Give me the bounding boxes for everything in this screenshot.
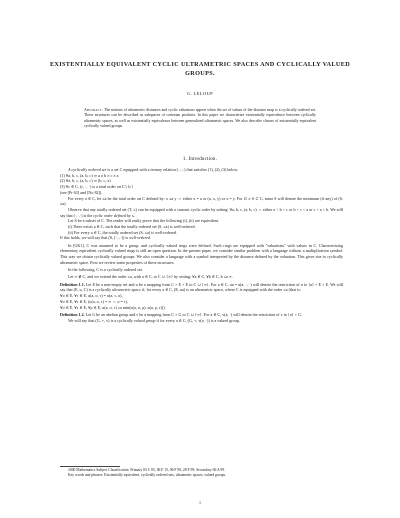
abstract-label: Abstract. bbox=[84, 108, 104, 112]
condition-ii: (ii) For every a ∈ C, the totally ordered set (S, ≤a) is well-ordered. bbox=[68, 229, 177, 235]
defined-term: cyclically valued group bbox=[117, 317, 156, 323]
author-name: G. LELOUP bbox=[187, 91, 213, 96]
intro-paragraph: Let S be a subset of C. The reader will easily prove that the following (i), (ii) are equivalent. bbox=[68, 218, 220, 224]
references: (see [Pr 63] and [No 82]). bbox=[60, 189, 103, 195]
definition-label: Definition 1.2. bbox=[60, 311, 85, 317]
paragraph-text: is a set C equipped with a ternary relation (·,·,·) that satisfies (1), (2), (3) below. bbox=[107, 167, 239, 172]
defined-term: A cyclically ordered set bbox=[68, 167, 107, 172]
defined-term: well-ordered bbox=[129, 235, 150, 241]
definition-label: Definition 1.1. bbox=[60, 281, 85, 287]
paragraph-text: ≤. bbox=[131, 212, 136, 218]
intro-paragraph: If this holds, we will say that (S, (·,·,·)) is well-ordered. bbox=[60, 235, 152, 241]
footnote-rule bbox=[60, 466, 120, 467]
paper-title: EXISTENTIALLY EQUIVALENT CYCLIC ULTRAMETRIC SPACES AND CYCLICALLY VALUED GROUPS. bbox=[49, 61, 351, 77]
abstract-text: The notions of ultrametric distances and cyclic valuations appear when the set of values of the distance map is a cyclically ordered set. These structures can be described as subspaces of cartesian products. In this paper we characterize existentially equivalence between cyclically ultrametric spaces, as well as existentially equivalence between generalized ultrametric spaces. We also describe classes of existentially equivalent cyclically valued groups. bbox=[84, 108, 316, 129]
condition-i: (i) There exists a ∈ C, such that the totally ordered set (S, ≤a) is well-ordered. bbox=[68, 224, 196, 230]
definition-text: if for every a ∈ C, (G, +, v(a, ·)) is a valued group, bbox=[156, 317, 240, 323]
section-heading: 1. Introduction. bbox=[182, 157, 218, 162]
axiom-1: (1) ∀a, b, c, (a, b, c) ⇒ a ≠ b ≠ c ≠ a bbox=[60, 172, 119, 178]
footnote bbox=[60, 468, 343, 478]
definition-text: Let E be a non-empty set and u be a mapping from C × E × E to C ∪ {∞}. For a ∈ C, ua = u(a, ·, ·) will denote the restriction of u to {a} × E × E. We will say that (E, u, C) is a bbox=[60, 281, 343, 293]
intro-paragraph bbox=[60, 207, 343, 218]
intro-body bbox=[60, 167, 343, 323]
definition-text: if, for every a ∈ C, (E, ua) is an ultrametric space, where C is equipped with the order ≤a (that is: bbox=[141, 287, 301, 293]
intro-paragraph: In [GK1], C was assumed to be a group, and cyclically valued rings were defined. Such rings are equipped with "valuations" with values in C. Characterizing elementary equivalent cyclically valued rings is still an open question. In the present paper, we consider similar problem with a language without a multiplication symbol. This way we obtain cyclically valued groups. We also consider a language with a symbol interpreted by the distance defined by the valuation. This gives rise to cyclically ultrametric space. First we review some properties of these structures. bbox=[60, 242, 343, 265]
defined-term: cyclic order defined by bbox=[93, 212, 131, 218]
definition-continuation bbox=[60, 318, 343, 324]
definition-text: We will say that (G, +, v) is a bbox=[68, 317, 117, 323]
keywords: Key words and phrases. Existentially equivalent, cyclically ordered sets, ultrametric spaces, valued groups. bbox=[68, 473, 227, 477]
equation-line: ∀σ ∈ E, ∀τ ∈ E, ∀ρ ∈ E, u(a, σ, τ) ≥a min(u(a, σ, ρ), u(a, ρ, τ))). bbox=[60, 304, 166, 310]
axiom-3: (3) ∀c ∈ C, (c, ·, ·) is a total order on C∖{c} bbox=[60, 184, 134, 190]
page-number: 1 bbox=[199, 500, 201, 505]
intro-paragraph: For every a ∈ C, let ≤a be the total order on C defined by: x ≤a y ⇔ either x = a or (a, x, y) or x = y. For ∅ ≠ S ⊂ C, mina S will denote the minimum (if any) of (S, ≤a). bbox=[60, 195, 343, 207]
definition-text: Let G be an abelian group and v be a mapping from C × G to C ∪ {∞}. For a ∈ C, v(a, ·) will denote the restriction of v to {a} × G. bbox=[85, 311, 302, 317]
msc-classification: 2000 Mathematics Subject Classification. Primary 03 C 05, 06 F 15, 06 F 99, 28 F 99; Secondary 06 A 99. bbox=[68, 468, 226, 472]
intro-paragraph: In the following, C is a cyclically ordered set. bbox=[68, 267, 143, 273]
paragraph-text: Observe that any totally ordered set (T, ≤) can be equipped with a canonic cyclic order by setting: ∀a, b, c, (a, b, c) ⇔ either a < b < c or b < c < a or c < a < b. We will say that (·,·,·) is the bbox=[60, 206, 343, 218]
paragraph-text: If this holds, we will say that (S, (·,·,·)) is bbox=[60, 235, 129, 241]
intro-paragraph: Let ∞ ∉ C, and we extend the order ≤a, with a ∈ C, to C ∪ {∞} by setting: ∀a ∈ C, ∀b ∈ C, b ≤a ∞. bbox=[68, 274, 233, 280]
definition-1-1 bbox=[60, 282, 343, 293]
defined-term: cyclically ultrametric space bbox=[95, 287, 141, 293]
equation-line: ∀σ ∈ E, ∀τ ∈ E, (u(a, σ, τ) = ∞ ⇔ σ = τ), bbox=[60, 298, 128, 304]
equation-line: ∀σ ∈ E, ∀τ ∈ E, u(a, σ, τ) = u(a, τ, σ), bbox=[60, 293, 123, 299]
axiom-2: (2) ∀a, b, c, (a, b, c) ⇒ (b, c, a) bbox=[60, 178, 111, 184]
abstract bbox=[84, 108, 316, 130]
